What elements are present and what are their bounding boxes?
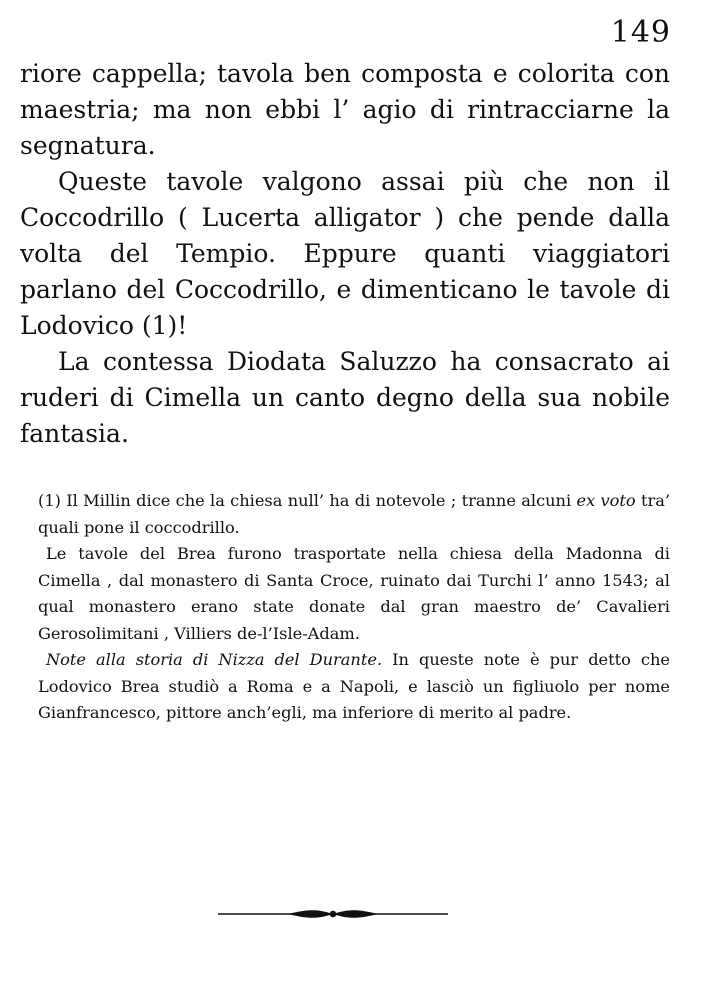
paragraph-3: La contessa Diodata Saluzzo ha consacrato ai ruderi di Cimella un canto degno della sua nobile fantasia. — [20, 347, 670, 448]
footnote-2: Le tavole del Brea furono trasportate nella chiesa della Madonna di Cimella , dal monastero di Santa Croce, ruinato dai Turchi l’ anno 1543; al qual monastero erano state donate dal gran maestro de’ Cavalieri Gerosolimitani , Villiers de-l’Isle-Adam. — [38, 544, 670, 643]
footnote-1-start: (1) Il Millin dice che la chiesa null’ ha di notevole ; tranne alcuni — [38, 491, 577, 510]
footnote-3 — [38, 647, 670, 727]
paragraph-1: riore cappella; tavola ben composta e colorita con maestria; ma non ebbi l’ agio di rintracciarne la segnatura. — [20, 59, 670, 160]
footnote-1 — [38, 488, 670, 541]
footnote-3-italic: Note alla storia di Nizza del Durante. — [46, 650, 383, 669]
end-ornament-icon — [218, 904, 448, 924]
footnote-3-rest: In queste note è pur detto che Lodovico Brea studiò a Roma e a Napoli, e lasciò un figliuolo per nome Gianfrancesco, pittore anch’egli, ma inferiore di merito al padre. — [38, 650, 670, 722]
footnotes — [38, 488, 670, 727]
main-text — [20, 56, 670, 452]
footnote-1-end: tra’ quali pone il coccodrillo. — [38, 491, 671, 537]
page-number: 149 — [610, 15, 671, 50]
paragraph-2: Queste tavole valgono assai più che non il Coccodrillo ( Lucerta alligator ) che pende dalla volta del Tempio. Eppure quanti viaggiatori parlano del Coccodrillo, e dimenticano le tavole di Lodovico (1)! — [20, 167, 670, 340]
footnote-1-italic: ex voto — [576, 491, 636, 510]
